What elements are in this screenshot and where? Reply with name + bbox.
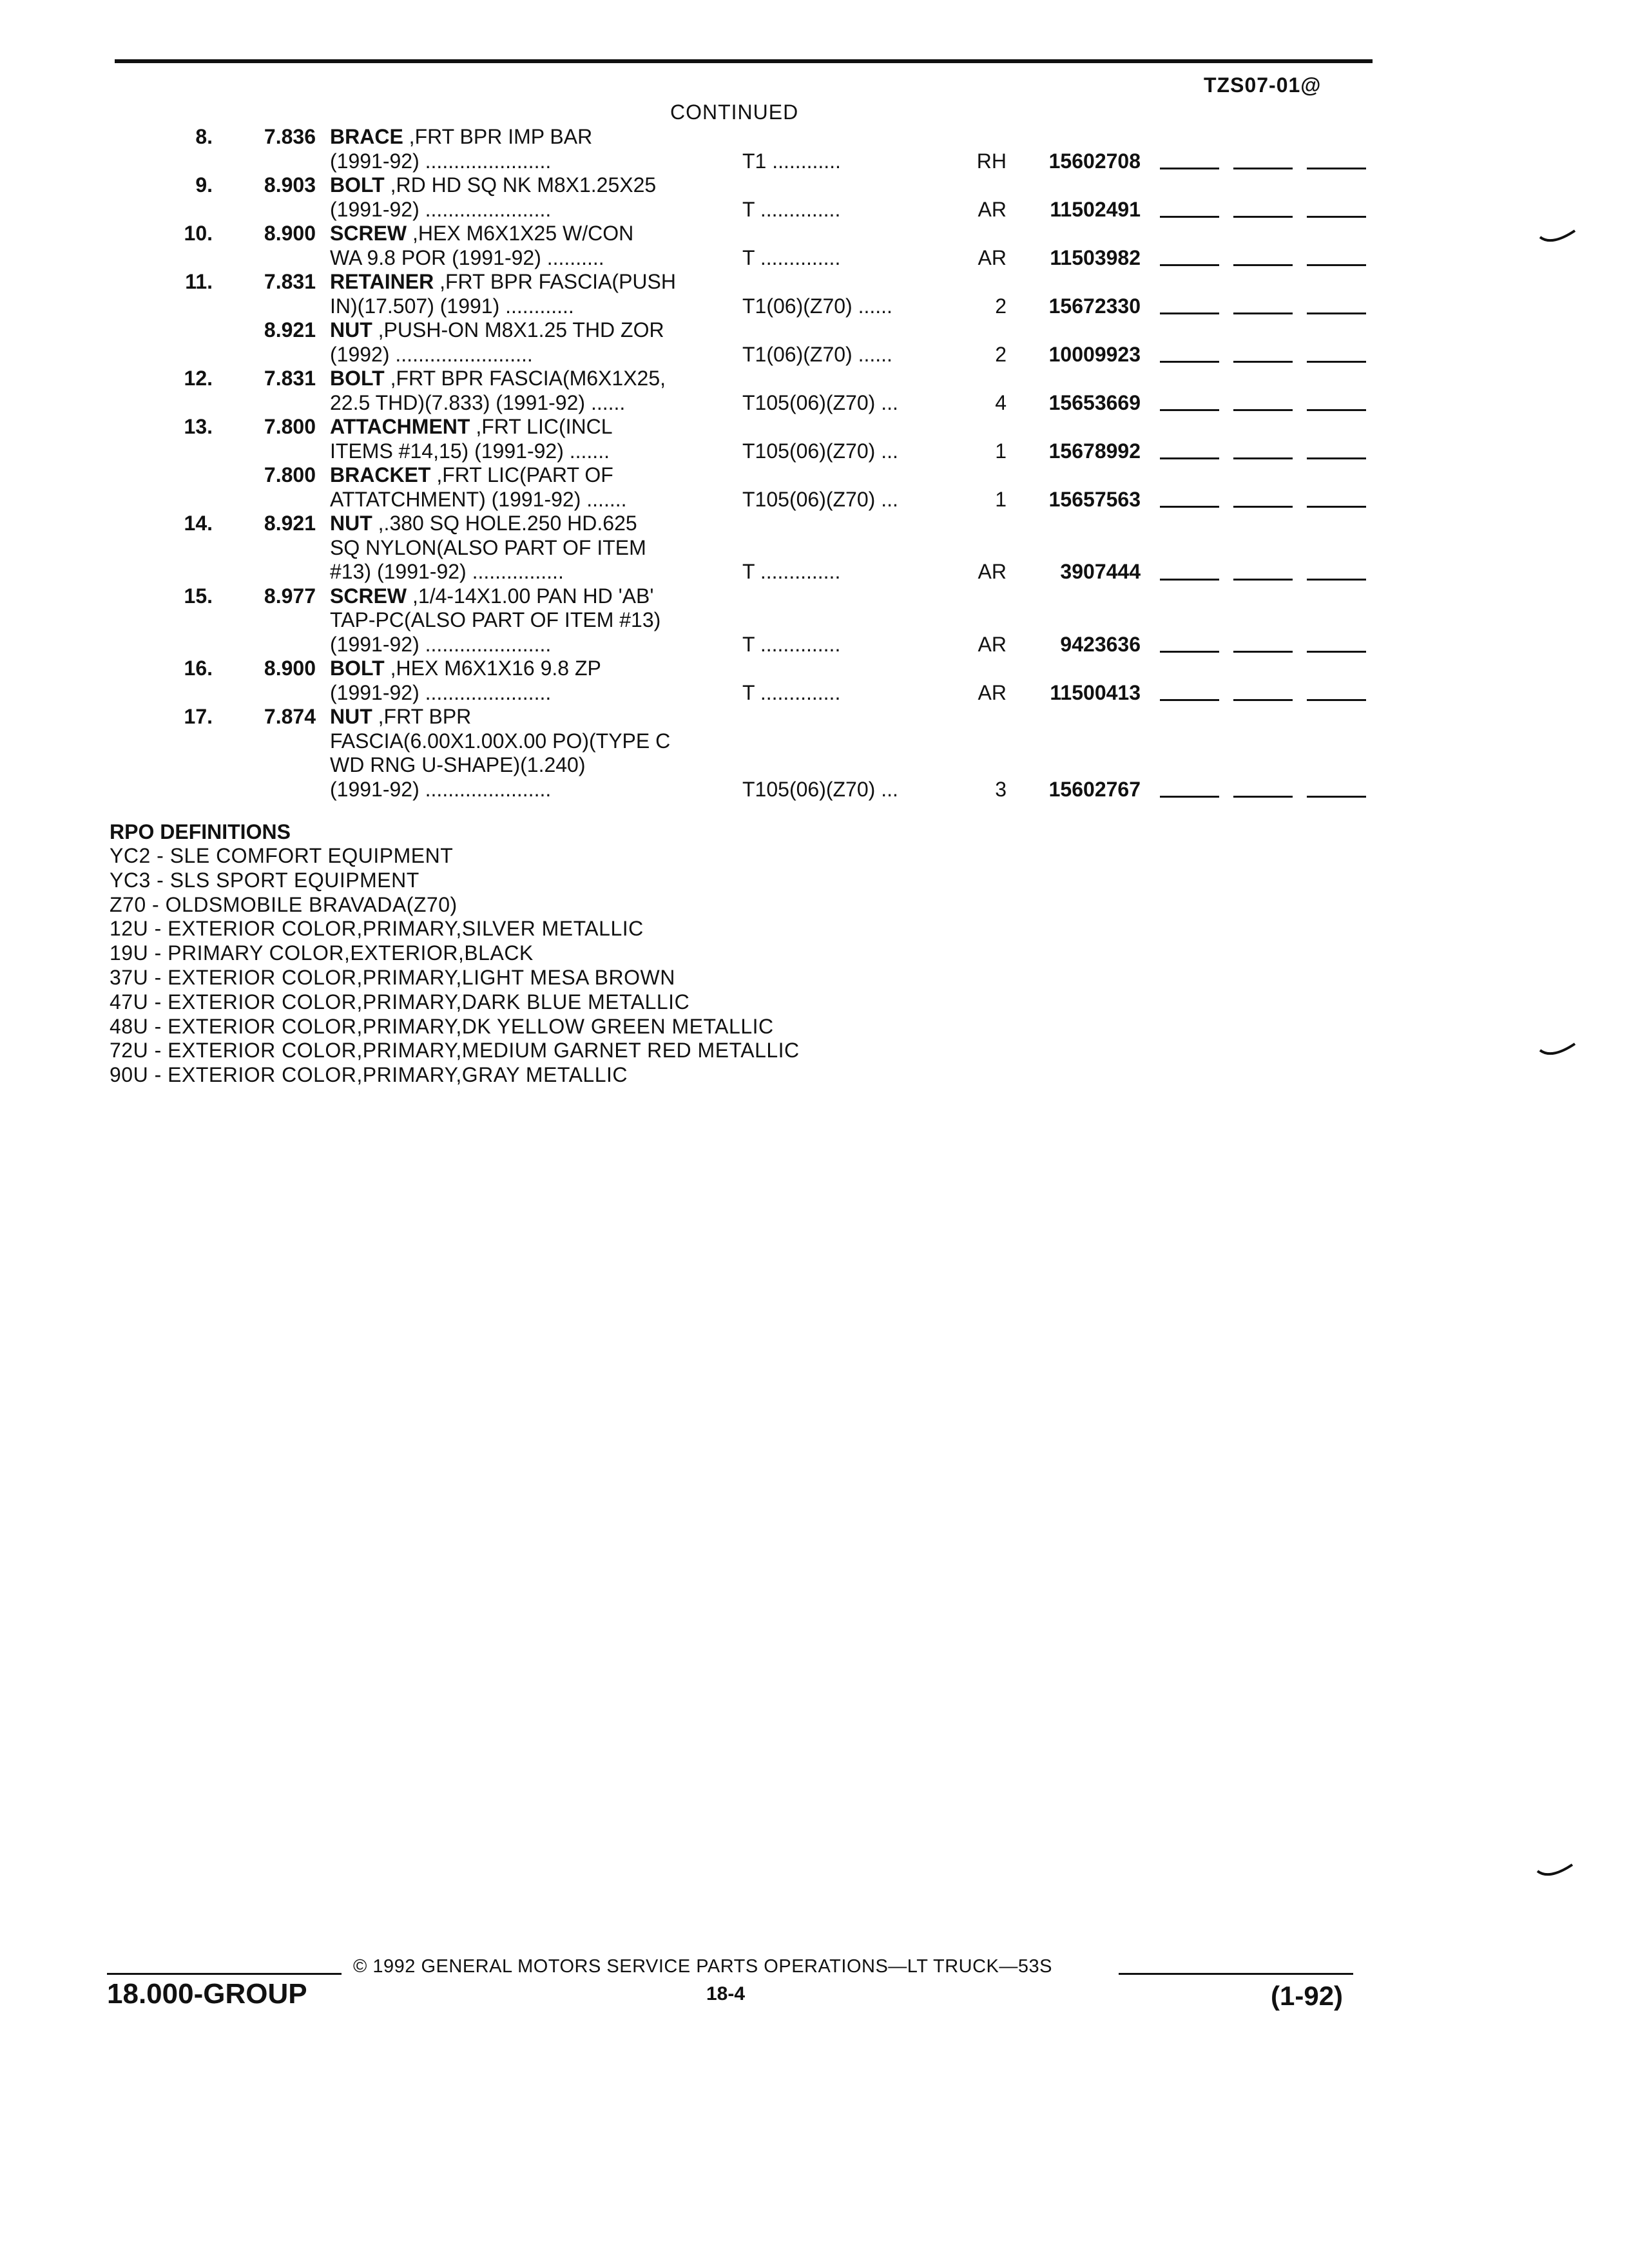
quantity: AR <box>978 245 1007 269</box>
part-description <box>330 222 633 246</box>
table-row <box>0 343 1629 367</box>
part-description <box>330 560 564 584</box>
part-description <box>330 149 551 174</box>
blank-line <box>1307 409 1366 411</box>
usage-code: T1 ............ <box>742 149 841 173</box>
rpo-item: 72U - EXTERIOR COLOR,PRIMARY,MEDIUM GARNET RED METALLIC <box>110 1039 800 1062</box>
table-row <box>0 391 1629 416</box>
blank-line <box>1233 579 1293 581</box>
part-detail: ,HEX M6X1X16 9.8 ZP <box>384 657 601 680</box>
table-row <box>0 222 1629 246</box>
blank-line <box>1233 506 1293 508</box>
part-number: 15602708 <box>1048 149 1141 173</box>
blank-line <box>1233 312 1293 314</box>
part-number: 11502491 <box>1050 197 1141 221</box>
table-row <box>0 681 1629 706</box>
blank-line <box>1233 361 1293 363</box>
quantity: AR <box>978 680 1007 704</box>
part-description <box>330 246 604 271</box>
part-description <box>330 318 664 343</box>
part-name: RETAINER <box>330 270 434 293</box>
part-name: ATTACHMENT <box>330 415 470 438</box>
table-row <box>0 367 1629 391</box>
footer-rule-right <box>1119 1973 1353 1975</box>
part-detail: ,1/4-14X1.00 PAN HD 'AB' <box>407 584 654 608</box>
blank-line <box>1307 168 1366 169</box>
item-number: 15. <box>184 584 213 608</box>
blank-line <box>1233 216 1293 218</box>
blank-line <box>1233 409 1293 411</box>
group-number: 8.903 <box>264 173 316 197</box>
part-number: 9423636 <box>1060 632 1141 656</box>
order-blanks <box>1160 391 1366 416</box>
part-description <box>330 512 637 536</box>
quantity: 2 <box>995 342 1007 366</box>
rpo-item: 12U - EXTERIOR COLOR,PRIMARY,SILVER METALLIC <box>110 917 644 941</box>
item-number: 10. <box>184 222 213 245</box>
part-description <box>330 125 592 149</box>
part-detail: #13) (1991-92) ................ <box>330 560 564 583</box>
part-detail: ,FRT BPR FASCIA(M6X1X25, <box>384 367 666 390</box>
part-number: 15678992 <box>1048 439 1141 463</box>
part-description <box>330 415 613 439</box>
part-number: 15602767 <box>1048 777 1141 801</box>
part-name: BOLT <box>330 173 385 197</box>
part-detail: ITEMS #14,15) (1991-92) ....... <box>330 439 610 463</box>
blank-line <box>1307 506 1366 508</box>
group-number: 8.921 <box>264 318 316 341</box>
group-number: 8.900 <box>264 222 316 245</box>
blank-line <box>1160 579 1219 581</box>
blank-line <box>1233 796 1293 798</box>
part-description <box>330 753 586 778</box>
top-rule <box>115 59 1373 63</box>
table-row <box>0 318 1629 343</box>
part-description <box>330 657 601 681</box>
order-blanks <box>1160 246 1366 271</box>
rpo-definitions <box>110 820 800 1088</box>
parts-list <box>0 125 1629 802</box>
blank-line <box>1160 506 1219 508</box>
group-number: 7.800 <box>264 463 316 486</box>
table-row <box>0 488 1629 512</box>
part-description <box>330 391 625 416</box>
rpo-item: 47U - EXTERIOR COLOR,PRIMARY,DARK BLUE METALLIC <box>110 990 690 1014</box>
part-description <box>330 294 574 319</box>
part-name: BRACE <box>330 125 403 148</box>
blank-line <box>1307 264 1366 266</box>
part-detail: (1992) ........................ <box>330 342 533 366</box>
order-blanks <box>1160 560 1366 584</box>
blank-line <box>1160 651 1219 653</box>
group-number: 8.977 <box>264 584 316 608</box>
order-blanks <box>1160 294 1366 319</box>
blank-line <box>1160 216 1219 218</box>
part-name: NUT <box>330 318 372 341</box>
item-number: 8. <box>195 125 213 148</box>
footer-rule-left <box>107 1973 342 1975</box>
part-name: SCREW <box>330 584 407 608</box>
part-description <box>330 343 533 367</box>
check-mark-icon <box>1539 1040 1577 1059</box>
catalog-code: TZS07-01@ <box>1204 73 1322 97</box>
part-detail: ,HEX M6X1X25 W/CON <box>407 222 634 245</box>
part-detail: ,RD HD SQ NK M8X1.25X25 <box>384 173 657 197</box>
part-detail: ,FRT BPR IMP BAR <box>403 125 593 148</box>
usage-code: T105(06)(Z70) ... <box>742 777 898 801</box>
blank-line <box>1233 264 1293 266</box>
order-blanks <box>1160 778 1366 802</box>
item-number: 17. <box>184 705 213 728</box>
part-detail: ,FRT BPR <box>372 705 472 728</box>
part-detail: (1991-92) ...................... <box>330 777 552 801</box>
check-mark-icon <box>1539 227 1577 246</box>
group-number: 18.000-GROUP <box>107 1978 307 2010</box>
part-number: 15672330 <box>1048 294 1141 318</box>
order-blanks <box>1160 681 1366 706</box>
part-description <box>330 681 551 706</box>
item-number: 12. <box>184 367 213 390</box>
blank-line <box>1307 699 1366 701</box>
part-number: 11503982 <box>1050 245 1141 269</box>
item-number: 16. <box>184 657 213 680</box>
blank-line <box>1307 457 1366 459</box>
part-description <box>330 198 551 222</box>
copyright-notice: © 1992 GENERAL MOTORS SERVICE PARTS OPERATIONS—LT TRUCK—53S <box>353 1956 1052 1977</box>
table-row <box>0 608 1629 633</box>
part-name: NUT <box>330 705 372 728</box>
part-name: BOLT <box>330 367 385 390</box>
blank-line <box>1160 264 1219 266</box>
quantity: 4 <box>995 390 1007 414</box>
usage-code: T .............. <box>742 197 841 221</box>
table-row <box>0 729 1629 754</box>
table-row <box>0 173 1629 198</box>
table-row <box>0 560 1629 584</box>
blank-line <box>1233 651 1293 653</box>
part-detail: TAP-PC(ALSO PART OF ITEM #13) <box>330 608 661 631</box>
part-detail: ,.380 SQ HOLE.250 HD.625 <box>372 512 637 535</box>
order-blanks <box>1160 343 1366 367</box>
part-description <box>330 705 471 729</box>
part-detail: FASCIA(6.00X1.00X.00 PO)(TYPE C <box>330 729 671 753</box>
table-row <box>0 246 1629 271</box>
part-detail: ATTATCHMENT) (1991-92) ....... <box>330 487 627 511</box>
quantity: 1 <box>995 487 1007 511</box>
table-row <box>0 294 1629 319</box>
rpo-item: YC3 - SLS SPORT EQUIPMENT <box>110 868 419 892</box>
part-detail: (1991-92) ...................... <box>330 197 552 221</box>
part-detail: (1991-92) ...................... <box>330 149 552 173</box>
usage-code: T .............. <box>742 632 841 656</box>
quantity: AR <box>978 632 1007 656</box>
blank-line <box>1307 361 1366 363</box>
usage-code: T105(06)(Z70) ... <box>742 439 898 463</box>
part-detail: ,FRT BPR FASCIA(PUSH <box>434 270 676 293</box>
group-number: 7.831 <box>264 270 316 293</box>
blank-line <box>1160 409 1219 411</box>
part-description <box>330 536 646 561</box>
part-number: 10009923 <box>1048 342 1141 366</box>
part-description <box>330 633 551 657</box>
group-number: 7.836 <box>264 125 316 148</box>
part-description <box>330 270 676 294</box>
quantity: AR <box>978 197 1007 221</box>
part-description <box>330 778 551 802</box>
part-detail: WD RNG U-SHAPE)(1.240) <box>330 753 586 776</box>
table-row <box>0 705 1629 729</box>
part-description <box>330 463 613 488</box>
part-detail: IN)(17.507) (1991) ............ <box>330 294 574 318</box>
blank-line <box>1307 579 1366 581</box>
table-row <box>0 125 1629 149</box>
quantity: 1 <box>995 439 1007 463</box>
part-number: 11500413 <box>1050 680 1141 704</box>
table-row <box>0 439 1629 464</box>
usage-code: T .............. <box>742 245 841 269</box>
table-row <box>0 463 1629 488</box>
check-mark-icon <box>1536 1861 1575 1880</box>
part-detail: SQ NYLON(ALSO PART OF ITEM <box>330 535 646 559</box>
part-number: 15653669 <box>1048 390 1141 414</box>
continued-label: CONTINUED <box>670 101 799 124</box>
usage-code: T1(06)(Z70) ...... <box>742 294 892 318</box>
blank-line <box>1307 651 1366 653</box>
order-blanks <box>1160 488 1366 512</box>
part-description <box>330 367 666 391</box>
blank-line <box>1160 168 1219 169</box>
blank-line <box>1307 216 1366 218</box>
order-blanks <box>1160 149 1366 174</box>
part-number: 15657563 <box>1048 487 1141 511</box>
blank-line <box>1160 796 1219 798</box>
part-name: BRACKET <box>330 463 431 486</box>
rpo-item: YC2 - SLE COMFORT EQUIPMENT <box>110 844 454 867</box>
part-detail: ,PUSH-ON M8X1.25 THD ZOR <box>372 318 664 341</box>
usage-code: T .............. <box>742 680 841 704</box>
quantity: 2 <box>995 294 1007 318</box>
part-name: BOLT <box>330 657 385 680</box>
table-row <box>0 149 1629 174</box>
part-detail: WA 9.8 POR (1991-92) .......... <box>330 245 604 269</box>
blank-line <box>1307 312 1366 314</box>
table-row <box>0 415 1629 439</box>
item-number: 9. <box>195 173 213 197</box>
group-number: 8.900 <box>264 657 316 680</box>
group-number: 7.874 <box>264 705 316 728</box>
item-number: 14. <box>184 512 213 535</box>
part-number: 3907444 <box>1060 560 1141 583</box>
part-description <box>330 584 653 609</box>
blank-line <box>1160 312 1219 314</box>
page-number: 18-4 <box>706 1983 746 2004</box>
quantity: AR <box>978 560 1007 583</box>
part-detail: 22.5 THD)(7.833) (1991-92) ...... <box>330 390 626 414</box>
blank-line <box>1160 457 1219 459</box>
table-row <box>0 657 1629 681</box>
part-detail: ,FRT LIC(PART OF <box>430 463 613 486</box>
part-detail: (1991-92) ...................... <box>330 632 552 656</box>
part-description <box>330 729 670 754</box>
table-row <box>0 753 1629 778</box>
order-blanks <box>1160 439 1366 464</box>
rpo-item: 37U - EXTERIOR COLOR,PRIMARY,LIGHT MESA BROWN <box>110 965 675 989</box>
usage-code: T1(06)(Z70) ...... <box>742 342 892 366</box>
quantity: 3 <box>995 777 1007 801</box>
group-number: 8.921 <box>264 512 316 535</box>
part-detail: (1991-92) ...................... <box>330 680 552 704</box>
table-row <box>0 198 1629 222</box>
rpo-list <box>110 844 800 1088</box>
part-detail: ,FRT LIC(INCL <box>470 415 613 438</box>
usage-code: T .............. <box>742 560 841 583</box>
group-number: 7.831 <box>264 367 316 390</box>
table-row <box>0 512 1629 536</box>
rpo-item: 90U - EXTERIOR COLOR,PRIMARY,GRAY METALLIC <box>110 1063 628 1087</box>
group-number: 7.800 <box>264 415 316 438</box>
rpo-item: 48U - EXTERIOR COLOR,PRIMARY,DK YELLOW GREEN METALLIC <box>110 1014 774 1038</box>
table-row <box>0 633 1629 657</box>
quantity: RH <box>976 149 1007 173</box>
part-description <box>330 488 627 512</box>
blank-line <box>1160 361 1219 363</box>
order-blanks <box>1160 633 1366 657</box>
part-description <box>330 608 660 633</box>
rpo-item: Z70 - OLDSMOBILE BRAVADA(Z70) <box>110 892 458 916</box>
order-blanks <box>1160 198 1366 222</box>
part-description <box>330 439 610 464</box>
rpo-title: RPO DEFINITIONS <box>110 820 291 843</box>
table-row <box>0 536 1629 561</box>
blank-line <box>1233 699 1293 701</box>
table-row <box>0 270 1629 294</box>
blank-line <box>1160 699 1219 701</box>
item-number: 11. <box>185 270 213 293</box>
table-row <box>0 584 1629 609</box>
part-name: SCREW <box>330 222 407 245</box>
blank-line <box>1233 457 1293 459</box>
blank-line <box>1307 796 1366 798</box>
usage-code: T105(06)(Z70) ... <box>742 390 898 414</box>
part-name: NUT <box>330 512 372 535</box>
blank-line <box>1233 168 1293 169</box>
part-description <box>330 173 656 198</box>
item-number: 13. <box>184 415 213 438</box>
usage-code: T105(06)(Z70) ... <box>742 487 898 511</box>
table-row <box>0 778 1629 802</box>
rpo-item: 19U - PRIMARY COLOR,EXTERIOR,BLACK <box>110 941 534 965</box>
revision-date: (1-92) <box>1271 1981 1344 2011</box>
